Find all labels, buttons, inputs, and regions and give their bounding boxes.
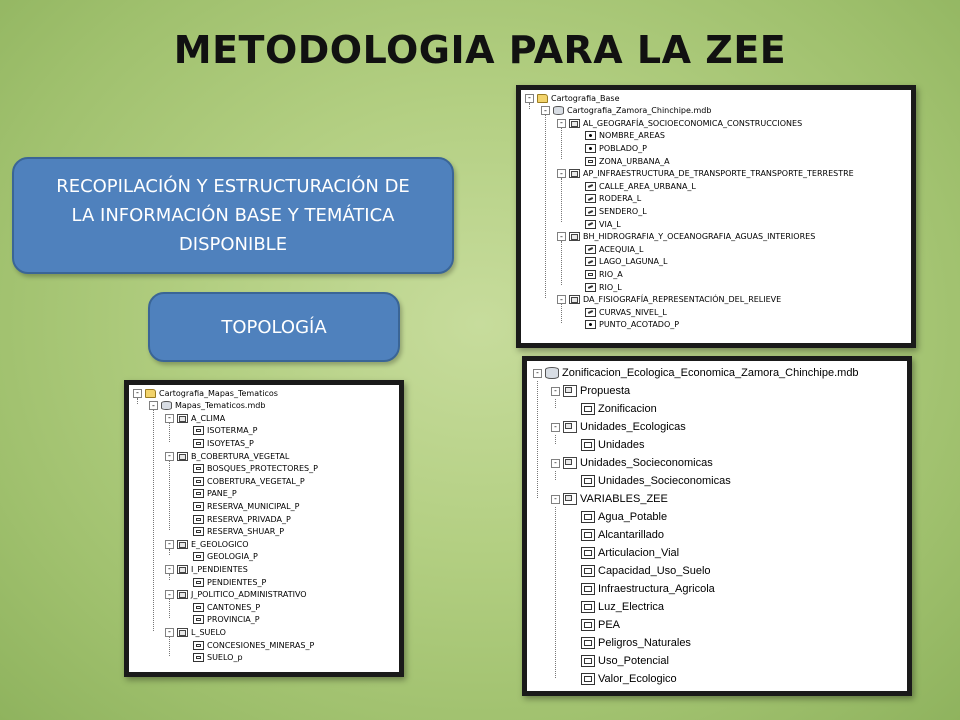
tree-guide-line [537,381,538,498]
tree-node-label: Luz_Electrica [598,601,665,613]
polygon-feature-icon [193,426,204,435]
tree-node-label: Alcantarillado [598,529,665,541]
tree-guide-line [561,304,562,323]
tree-node-label: CALLE_AREA_URBANA_L [599,181,696,191]
dataset-icon [177,628,188,637]
tree-node[interactable] [181,475,305,487]
tree-node[interactable] [573,306,667,318]
polygon-feature-icon [193,477,204,486]
tree-guide-line [137,398,138,404]
tree-node-label: COBERTURA_VEGETAL_P [207,476,305,486]
polygon-feature-icon [193,552,204,561]
tree-node[interactable] [181,463,318,475]
polygon-feature-icon [581,439,595,451]
tree-node[interactable] [181,614,260,626]
tree-guide-line [529,103,530,109]
tree-node[interactable] [573,319,679,331]
tree-guide-line [169,637,170,656]
polygon-feature-icon [193,527,204,536]
dataset-icon [569,295,580,304]
polygon-feature-icon [581,529,595,541]
polygon-feature-icon [193,515,204,524]
polygon-feature-icon [581,583,595,595]
slide-title: METODOLOGIA PARA LA ZEE [173,28,787,72]
tree-node-label: POBLADO_P [599,143,648,153]
tree-view [521,90,911,343]
tree-node-label: Unidades_Socieconomicas [598,475,731,487]
folder-icon [537,94,548,103]
tree-node-label: GEOLOGIA_P [207,552,258,562]
dataset-icon [177,590,188,599]
tree-node-label: L_SUELO [191,627,226,637]
collapse-toggle-icon[interactable]: - [557,232,566,241]
tree-node[interactable] [569,401,657,417]
tree-node-label: RESERVA_PRIVADA_P [207,514,291,524]
collapse-toggle-icon[interactable]: - [165,452,174,461]
tree-guide-line [169,549,170,555]
dataset-icon [563,421,577,433]
tree-node[interactable] [165,626,226,638]
tree-node-label: PEA [598,619,621,631]
line-feature-icon [585,182,596,191]
tree-node[interactable] [165,412,225,424]
collapse-toggle-icon[interactable]: - [551,495,560,504]
tree-node-label: DA_FISIOGRAFÍA_REPRESENTACIÓN_DEL_RELIEVE [583,295,782,305]
tree-node[interactable] [181,652,243,664]
tree-node[interactable] [569,617,620,633]
recopilacion-box [12,157,454,274]
line-feature-icon [585,207,596,216]
tree-node[interactable] [181,526,284,538]
tree-node-label: Peligros_Naturales [598,637,691,649]
polygon-feature-icon [585,157,596,166]
collapse-toggle-icon[interactable]: - [557,169,566,178]
tree-node-label: RIO_L [599,282,622,292]
dataset-icon [177,540,188,549]
polygon-feature-icon [193,464,204,473]
tree-node[interactable] [525,92,620,104]
tree-node-label: CURVAS_NIVEL_L [599,307,667,317]
tree-node[interactable] [149,400,265,412]
tree-guide-line [561,241,562,285]
tree-node-label: SUELO_p [207,653,243,663]
collapse-toggle-icon[interactable]: - [525,94,534,103]
polygon-feature-icon [585,270,596,279]
tree-node[interactable] [181,488,237,500]
tree-node[interactable] [165,589,307,601]
collapse-toggle-icon[interactable]: - [541,106,550,115]
line-feature-icon [585,194,596,203]
tree-guide-line [555,435,556,444]
tree-node-label: ISOTERMA_P [207,426,258,436]
tree-guide-line [169,574,170,580]
tree-node-label: Cartografia_Zamora_Chinchipe.mdb [567,106,712,116]
tree-node[interactable] [573,180,696,192]
tree-node-label: BOSQUES_PROTECTORES_P [207,464,318,474]
tree-node-label: NOMBRE_AREAS [599,131,665,141]
topologia-label: TOPOLOGÍA [221,316,327,338]
tree-guide-line [153,410,154,631]
tree-node-label: I_PENDIENTES [191,564,248,574]
tree-node[interactable] [569,599,664,615]
tree-node[interactable] [165,538,249,550]
tree-guide-line [555,507,556,678]
collapse-toggle-icon[interactable]: - [165,628,174,637]
polygon-feature-icon [581,403,595,415]
tree-node-label: AL_GEOGRAFÍA_SOCIOECONOMICA_CONSTRUCCIONES [583,118,803,128]
collapse-toggle-icon[interactable]: - [165,590,174,599]
tree-node[interactable] [573,281,622,293]
polygon-feature-icon [581,673,595,685]
tree-node-label: Mapas_Tematicos.mdb [175,401,266,411]
catalog-tree-mapas-tematicos [124,380,404,677]
dataset-icon [569,119,580,128]
polygon-feature-icon [581,637,595,649]
tree-node-label: J_POLITICO_ADMINISTRATIVO [191,590,307,600]
polygon-feature-icon [193,615,204,624]
tree-node[interactable] [569,563,711,579]
tree-node-label: ZONA_URBANA_A [599,156,670,166]
line-feature-icon [585,245,596,254]
tree-node-label: Unidades [598,439,645,451]
tree-node[interactable] [573,243,643,255]
catalog-tree-zonificacion [522,356,912,696]
tree-node[interactable] [569,635,691,651]
tree-node[interactable] [557,294,781,306]
recopilacion-line-2: LA INFORMACIÓN BASE Y TEMÁTICA [71,205,395,226]
tree-node-label: Zonificacion_Ecologica_Economica_Zamora_Chinchipe.mdb [562,367,859,379]
tree-node[interactable] [181,576,266,588]
tree-node[interactable] [557,168,854,180]
tree-node-label: Propuesta [580,385,631,397]
tree-node-label: RIO_A [599,269,623,279]
collapse-toggle-icon[interactable]: - [165,565,174,574]
tree-node[interactable] [181,639,314,651]
collapse-toggle-icon[interactable]: - [149,401,158,410]
catalog-tree-cartografia-base [516,85,916,348]
tree-node[interactable] [569,671,677,687]
polygon-feature-icon [581,475,595,487]
tree-node[interactable] [181,601,260,613]
polygon-feature-icon [581,565,595,577]
polygon-feature-icon [193,439,204,448]
point-feature-icon [585,320,596,329]
tree-node[interactable] [181,513,291,525]
collapse-toggle-icon[interactable]: - [133,389,142,398]
tree-node-label: PENDIENTES_P [207,577,267,587]
tree-node[interactable] [573,155,670,167]
tree-node[interactable] [181,551,258,563]
topologia-box [148,292,400,362]
tree-node-label: RODERA_L [599,194,642,204]
tree-node-label: Zonificacion [598,403,657,415]
tree-node-label: A_CLIMA [191,413,226,423]
tree-guide-line [169,423,170,442]
polygon-feature-icon [193,603,204,612]
polygon-feature-icon [193,502,204,511]
tree-guide-line [561,178,562,222]
tree-node[interactable] [551,455,713,471]
tree-node-label: CONCESIONES_MINERAS_P [207,640,315,650]
polygon-feature-icon [581,547,595,559]
polygon-feature-icon [581,511,595,523]
line-feature-icon [585,308,596,317]
dataset-icon [563,457,577,469]
tree-node[interactable] [557,117,802,129]
tree-node-label: VARIABLES_ZEE [580,493,668,505]
tree-node-label: Cartografia_Mapas_Tematicos [159,388,278,398]
tree-node[interactable] [569,653,669,669]
collapse-toggle-icon[interactable]: - [165,540,174,549]
dataset-icon [177,565,188,574]
tree-node-label: RESERVA_MUNICIPAL_P [207,501,300,511]
tree-node[interactable] [569,509,667,525]
polygon-feature-icon [581,601,595,613]
dataset-icon [177,452,188,461]
collapse-toggle-icon[interactable]: - [551,423,560,432]
tree-node-label: Unidades_Ecologicas [580,421,686,433]
tree-node[interactable] [557,231,815,243]
tree-node-label: ACEQUIA_L [599,244,644,254]
tree-node-label: AP_INFRAESTRUCTURA_DE_TRANSPORTE_TRANSPORTE_TERRESTRE [583,169,854,179]
tree-node[interactable] [573,142,647,154]
polygon-feature-icon [193,641,204,650]
tree-node[interactable] [569,527,664,543]
collapse-toggle-icon[interactable]: - [551,387,560,396]
tree-node-label: ISOYETAS_P [207,438,254,448]
tree-node-label: SENDERO_L [599,206,647,216]
tree-node-label: PROVINCIA_P [207,615,260,625]
tree-node[interactable] [573,193,641,205]
tree-node[interactable] [569,437,644,453]
collapse-toggle-icon[interactable]: - [551,459,560,468]
point-feature-icon [585,144,596,153]
collapse-toggle-icon[interactable]: - [557,119,566,128]
dataset-icon [563,385,577,397]
tree-view [527,361,907,691]
tree-node[interactable] [181,437,254,449]
tree-node[interactable] [573,268,623,280]
tree-node[interactable] [569,545,679,561]
tree-view [129,385,399,672]
recopilacion-line-1: RECOPILACIÓN Y ESTRUCTURACIÓN DE [56,176,410,197]
tree-node[interactable] [133,387,278,399]
tree-node-label: PANE_P [207,489,237,499]
tree-node-label: Capacidad_Uso_Suelo [598,565,711,577]
collapse-toggle-icon[interactable]: - [533,369,542,378]
tree-node-label: Infraestructura_Agricola [598,583,715,595]
tree-node[interactable] [551,419,686,435]
line-feature-icon [585,283,596,292]
tree-node[interactable] [541,105,711,117]
tree-node[interactable] [573,205,647,217]
tree-node[interactable] [181,500,299,512]
dataset-icon [569,232,580,241]
tree-guide-line [545,115,546,298]
polygon-feature-icon [193,489,204,498]
database-icon [161,401,172,410]
polygon-feature-icon [193,653,204,662]
line-feature-icon [585,220,596,229]
tree-node-label: Unidades_Socieconomicas [580,457,713,469]
tree-guide-line [169,599,170,618]
tree-node-label: Cartografia_Base [551,93,620,103]
database-icon [553,106,564,115]
polygon-feature-icon [193,578,204,587]
collapse-toggle-icon[interactable]: - [557,295,566,304]
tree-node[interactable] [551,383,630,399]
dataset-icon [563,493,577,505]
collapse-toggle-icon[interactable]: - [165,414,174,423]
tree-node-label: B_COBERTURA_VEGETAL [191,451,290,461]
tree-node[interactable] [569,581,715,597]
tree-node[interactable] [573,256,667,268]
tree-node[interactable] [573,130,665,142]
tree-node-label: Agua_Potable [598,511,668,523]
tree-node-label: VIA_L [599,219,621,229]
tree-node-label: E_GEOLOGICO [191,539,249,549]
line-feature-icon [585,257,596,266]
tree-node-label: Uso_Potencial [598,655,669,667]
dataset-icon [177,414,188,423]
dataset-icon [569,169,580,178]
tree-node[interactable] [573,218,621,230]
tree-node[interactable] [165,563,248,575]
tree-guide-line [169,461,170,530]
polygon-feature-icon [581,619,595,631]
tree-node[interactable] [165,450,289,462]
recopilacion-line-3: DISPONIBLE [178,234,288,255]
tree-node-label: RESERVA_SHUAR_P [207,527,285,537]
tree-node-label: Valor_Ecologico [598,673,677,685]
tree-node[interactable] [569,473,731,489]
tree-node-label: Articulacion_Vial [598,547,680,559]
tree-node[interactable] [551,491,668,507]
tree-node[interactable] [533,365,859,381]
point-feature-icon [585,131,596,140]
tree-guide-line [555,471,556,480]
polygon-feature-icon [581,655,595,667]
tree-node-label: PUNTO_ACOTADO_P [599,320,680,330]
tree-node-label: BH_HIDROGRAFIA_Y_OCEANOGRAFIA_AGUAS_INTERIORES [583,232,816,242]
tree-node-label: LAGO_LAGUNA_L [599,257,668,267]
tree-node[interactable] [181,425,257,437]
tree-guide-line [555,399,556,408]
database-icon [545,367,559,379]
tree-guide-line [561,128,562,160]
tree-node-label: CANTONES_P [207,602,261,612]
folder-icon [145,389,156,398]
